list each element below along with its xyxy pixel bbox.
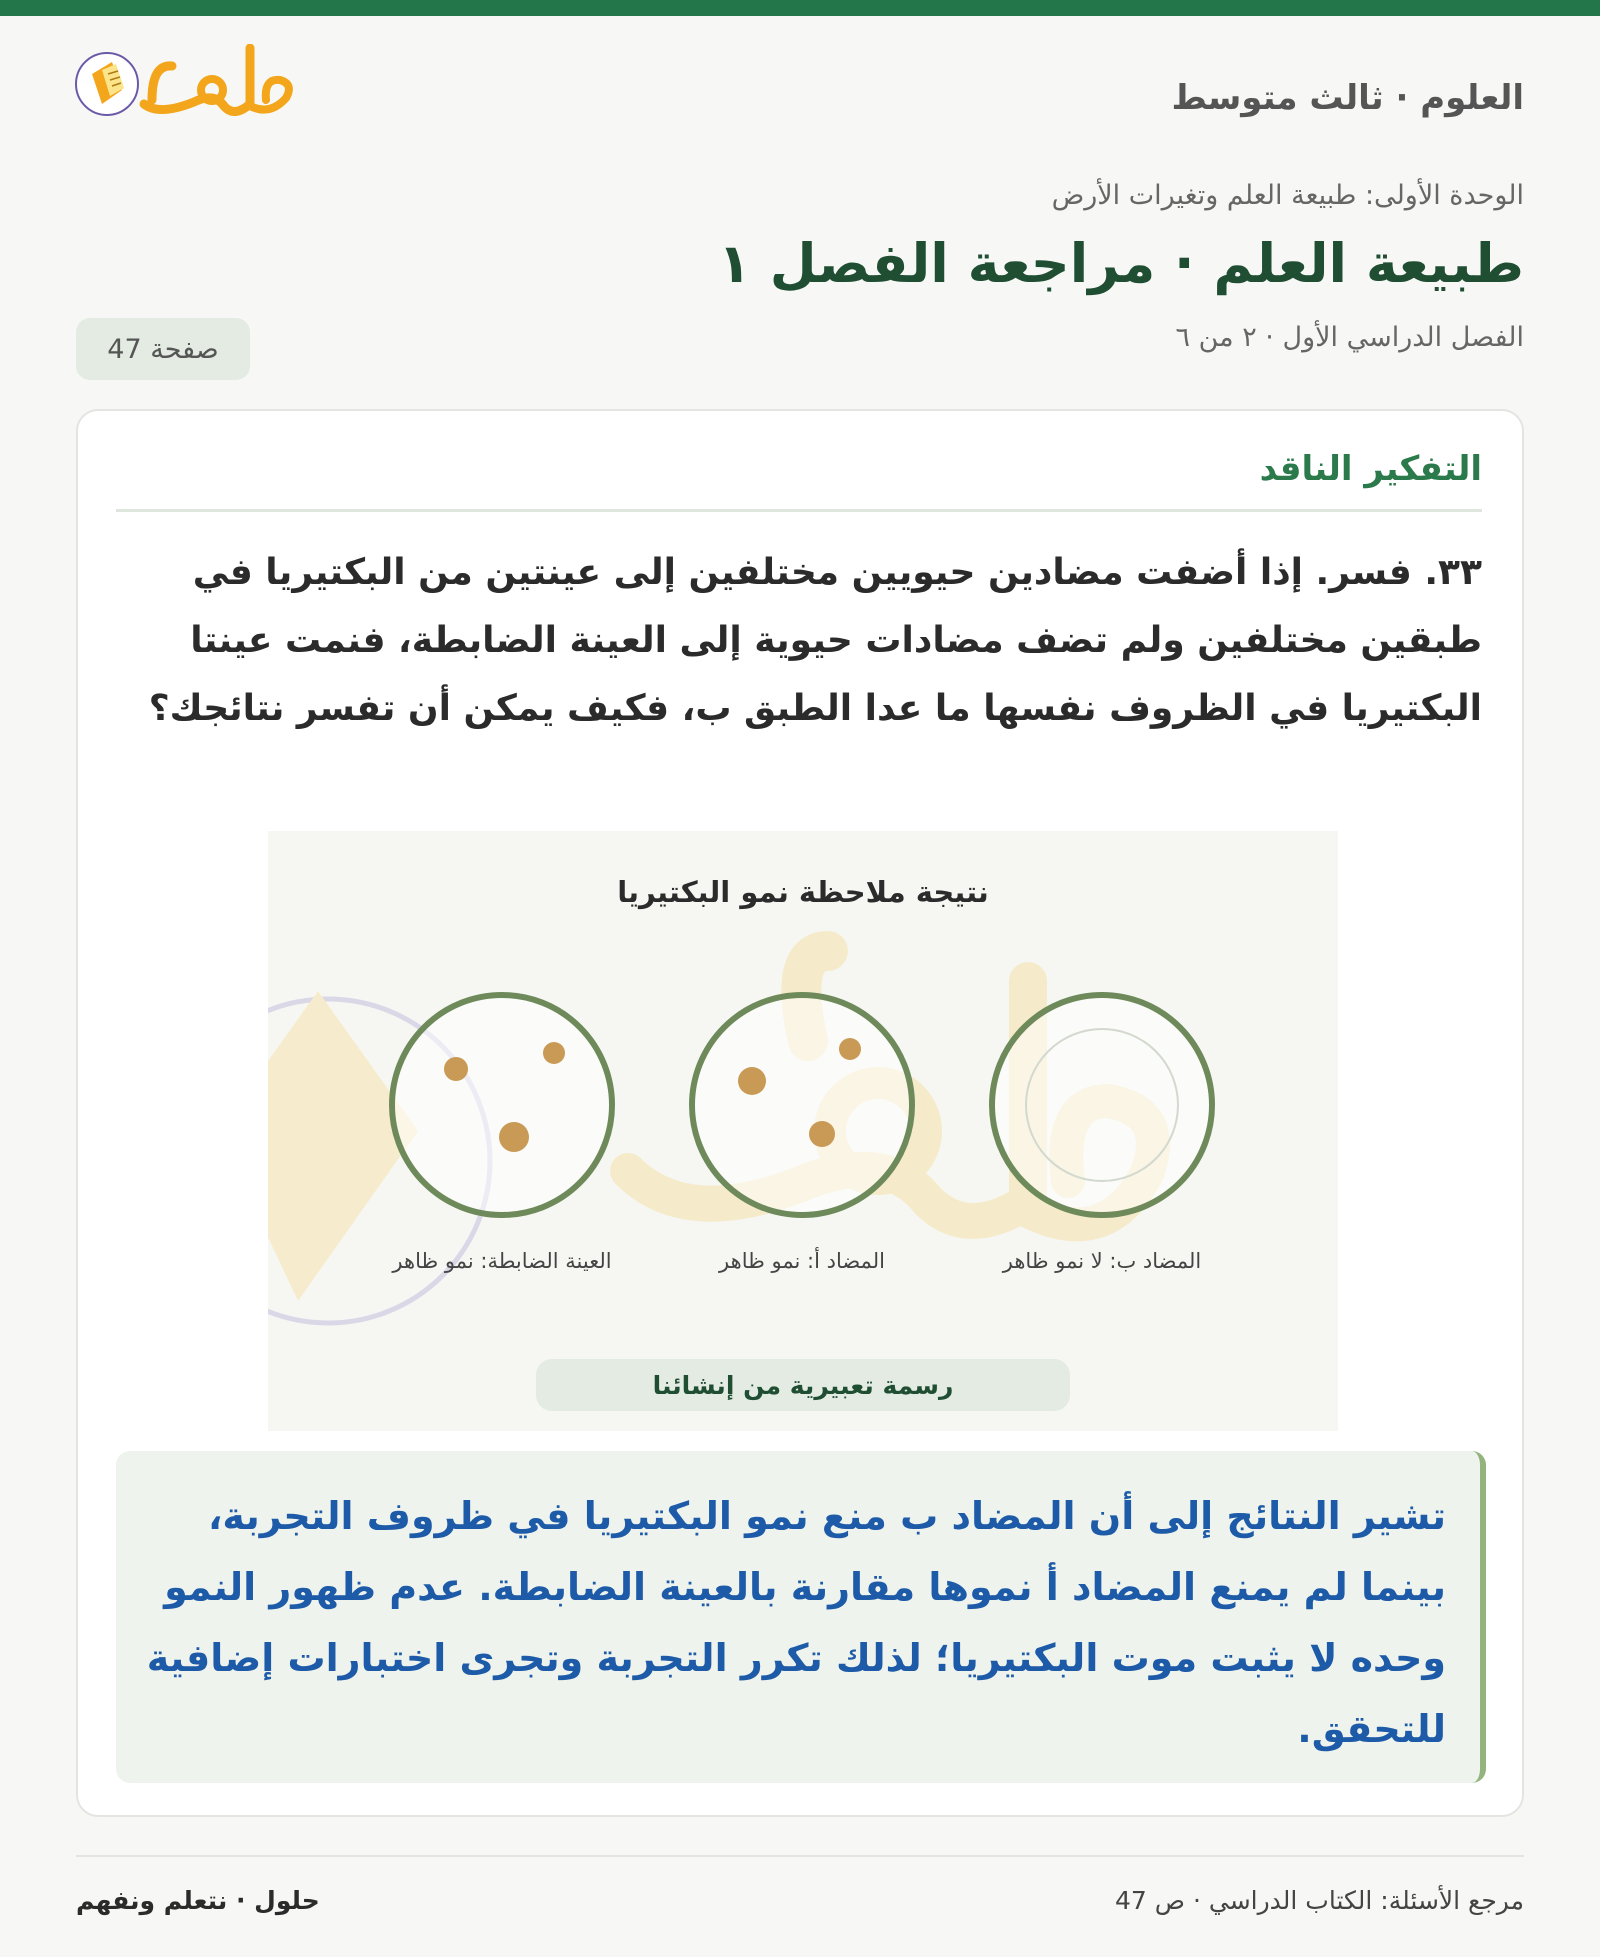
dish-label-antibiotic-b: المضاد ب: لا نمو ظاهر: [1002, 1249, 1202, 1273]
unit-title: الوحدة الأولى: طبيعة العلم وتغيرات الأرض: [1051, 180, 1524, 211]
dish-control: [392, 995, 612, 1215]
question-card: [76, 409, 1524, 1817]
bacteria-growth-figure: [268, 831, 1338, 1431]
page-badge: صفحة 47: [76, 318, 250, 380]
bacteria-colony: [839, 1038, 861, 1060]
lesson-title: طبيعة العلم · مراجعة الفصل ١: [717, 232, 1524, 295]
section-divider: [116, 509, 1482, 512]
semester-info: الفصل الدراسي الأول · ٢ من ٦: [1175, 322, 1524, 353]
footer-brand[interactable]: حلول · نتعلم ونفهم: [76, 1886, 320, 1915]
bacteria-colony: [543, 1042, 565, 1064]
top-accent-bar: [0, 0, 1600, 16]
footer-divider: [76, 1855, 1524, 1857]
answer-text: تشير النتائج إلى أن المضاد ب منع نمو البكتيريا في ظروف التجربة، بينما لم يمنع المضاد أ نموها مقارنة بالعينة الضابطة. عدم ظهور النمو وحده لا يثبت موت البكتيريا؛ لذلك تكرر التجربة وتجرى اختبارات إضافية للتحقق.: [146, 1494, 1446, 1751]
dish-label-control: العينة الضابطة: نمو ظاهر: [392, 1249, 612, 1273]
answer-box: [116, 1451, 1486, 1783]
footer-reference: مرجع الأسئلة: الكتاب الدراسي · ص 47: [1115, 1886, 1524, 1915]
bacteria-colony: [444, 1057, 468, 1081]
section-title: التفكير الناقد: [1259, 449, 1482, 489]
dish-label-antibiotic-a: المضاد أ: نمو ظاهر: [719, 1249, 885, 1273]
question-text: ٣٣. فسر. إذا أضفت مضادين حيويين مختلفين إلى عينتين من البكتيريا في طبقين مختلفين ولم تضف مضادات حيوية إلى العينة الضابطة، فنمت عينتا البكتيريا في الظروف نفسها ما عدا الطبق ب، فكيف يمكن أن تفسر نتائجك؟: [148, 552, 1482, 729]
hulul-logo[interactable]: [74, 44, 334, 154]
bacteria-colony: [809, 1121, 835, 1147]
figure-note: رسمة تعبيرية من إنشائنا: [536, 1359, 1070, 1411]
bacteria-colony: [738, 1067, 766, 1095]
subject-label: العلوم · ثالث متوسط: [1171, 78, 1524, 118]
figure-title: نتيجة ملاحظة نمو البكتيريا: [617, 875, 989, 909]
figure-drawing: [268, 831, 1338, 1431]
dish-antibiotic-a: [692, 995, 912, 1215]
bacteria-colony: [499, 1122, 529, 1152]
